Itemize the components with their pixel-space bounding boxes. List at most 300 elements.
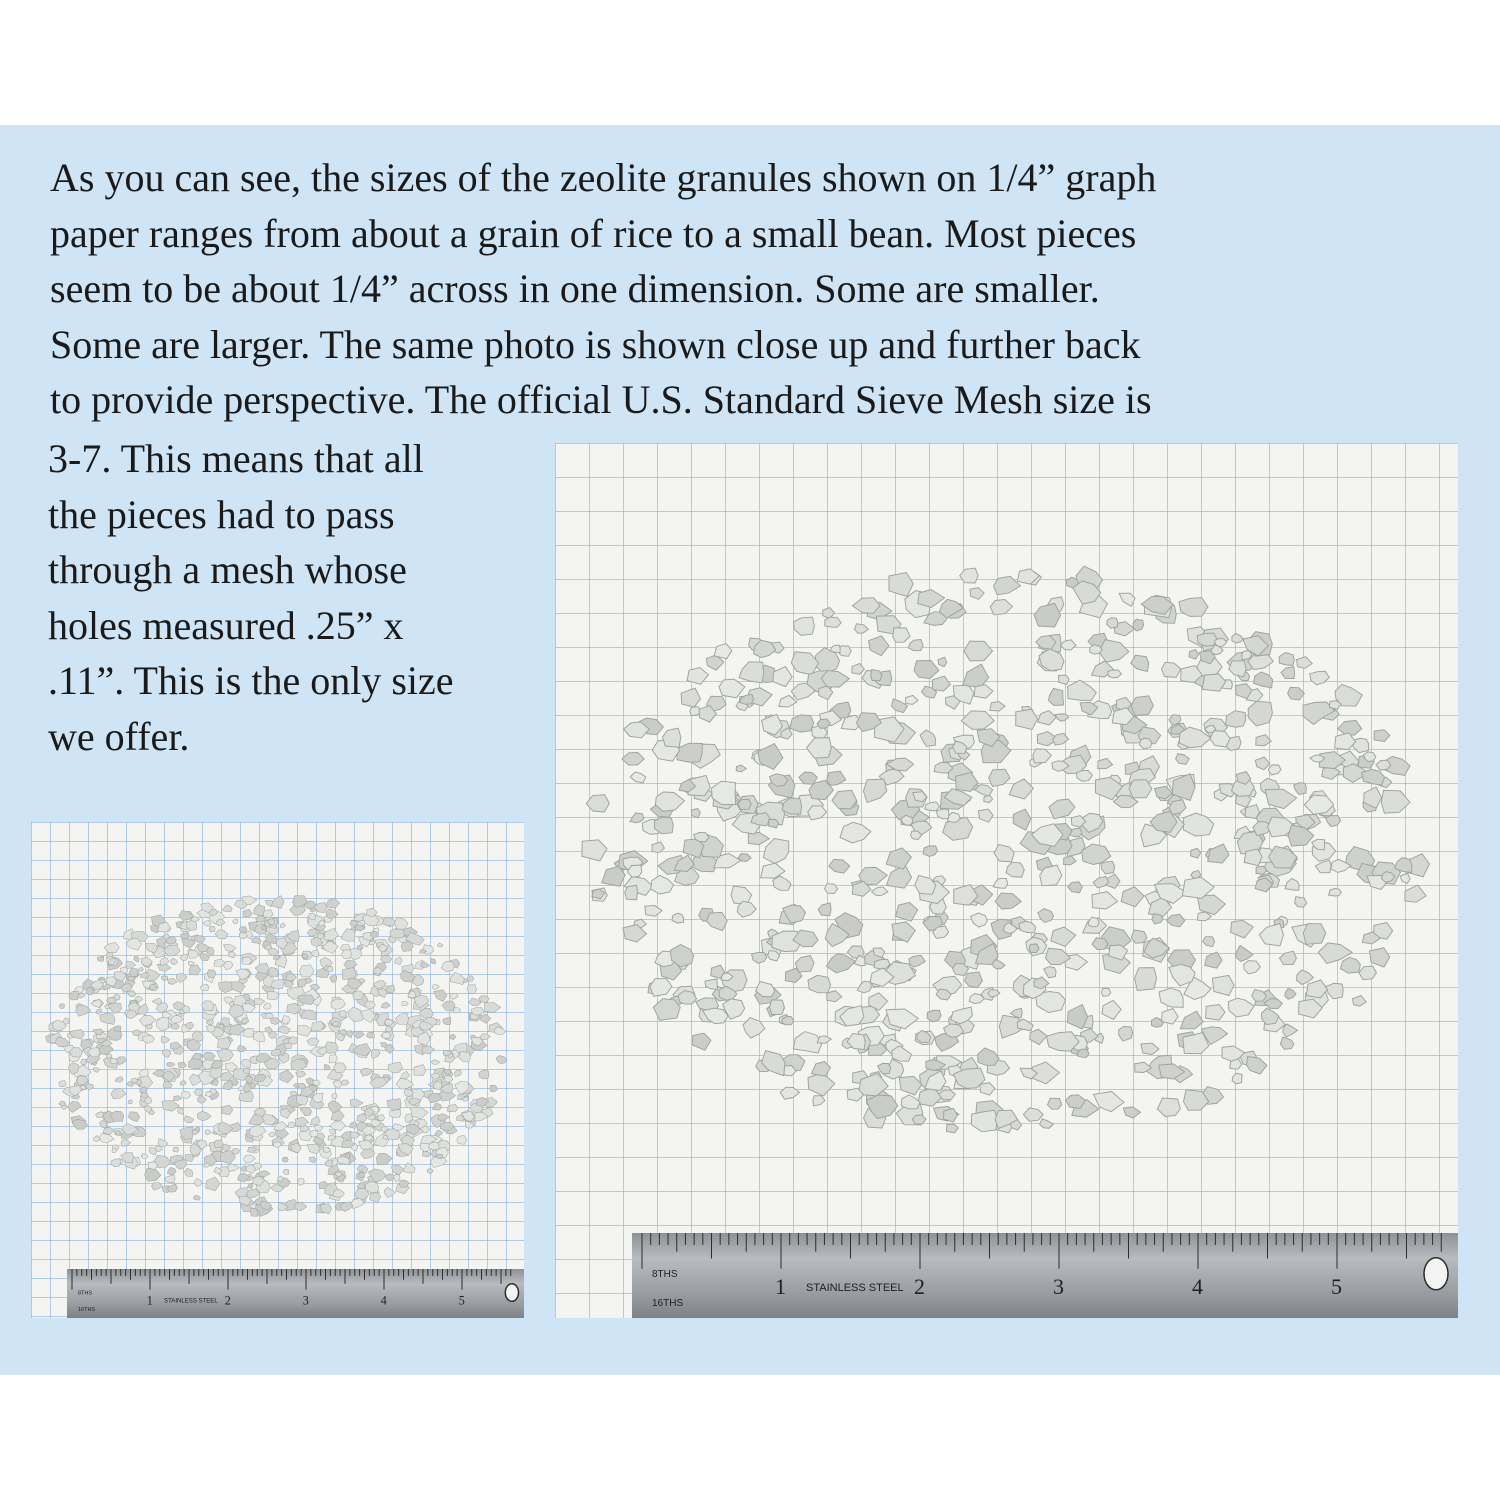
granule	[288, 1122, 296, 1128]
granule	[400, 970, 415, 982]
granule	[218, 1122, 233, 1134]
granule	[454, 1070, 461, 1077]
granule	[1295, 897, 1307, 907]
granule	[1370, 948, 1390, 967]
granule	[361, 1149, 375, 1159]
granule	[222, 1105, 233, 1115]
granule	[1362, 769, 1385, 785]
granule	[329, 1129, 336, 1134]
granule	[222, 905, 232, 912]
granule	[1255, 757, 1270, 770]
granule	[918, 590, 945, 608]
granule	[163, 1081, 172, 1089]
granule	[431, 1060, 440, 1064]
granule	[799, 772, 817, 784]
granule	[1016, 709, 1038, 729]
granule	[229, 952, 236, 958]
granule	[1140, 738, 1152, 749]
granule	[1280, 951, 1297, 965]
granule	[295, 1117, 308, 1126]
granule	[300, 965, 315, 977]
ruler-markings	[67, 1269, 524, 1318]
granule	[341, 929, 355, 941]
granule	[145, 1168, 161, 1181]
granule	[630, 813, 644, 823]
granule	[103, 1127, 115, 1135]
granule	[912, 1115, 926, 1124]
granule	[243, 1155, 255, 1163]
granule	[821, 671, 849, 688]
granule	[388, 1062, 403, 1073]
granule	[650, 979, 672, 997]
granule	[324, 1064, 330, 1070]
granule	[254, 905, 266, 916]
granule	[162, 976, 168, 981]
granule	[267, 992, 279, 1001]
granule	[386, 1174, 395, 1181]
granule	[992, 960, 1005, 969]
granule	[811, 1062, 830, 1077]
granule	[914, 661, 939, 679]
granule	[205, 1130, 211, 1135]
granule	[1205, 952, 1222, 968]
granule	[396, 1078, 414, 1089]
granule	[1108, 670, 1122, 678]
granule	[264, 910, 274, 918]
granule	[808, 1073, 835, 1096]
granule	[1236, 946, 1253, 962]
granule	[827, 771, 846, 785]
granule	[1092, 892, 1118, 909]
wide-photo	[31, 822, 524, 1318]
granule	[344, 960, 357, 968]
granule	[1359, 966, 1377, 980]
granule	[1265, 789, 1297, 808]
granule	[99, 1120, 106, 1127]
granule	[325, 1160, 333, 1167]
granule	[231, 1123, 242, 1132]
granule	[221, 1072, 234, 1081]
granule	[126, 961, 136, 968]
granule	[249, 1126, 266, 1138]
granule	[652, 842, 664, 852]
granule	[272, 896, 285, 909]
granule	[143, 1036, 155, 1044]
granule	[586, 795, 609, 812]
granule	[96, 1009, 101, 1014]
granule	[672, 913, 684, 923]
granule	[494, 1027, 505, 1035]
granule	[818, 903, 831, 916]
granule	[1092, 938, 1108, 950]
granule	[630, 772, 646, 783]
granule	[1101, 862, 1115, 874]
granule	[432, 1103, 441, 1110]
granule	[371, 1049, 380, 1058]
granule	[770, 1000, 785, 1015]
ruler-hole	[1424, 1258, 1448, 1290]
granule	[681, 688, 700, 707]
granule	[414, 1065, 426, 1076]
granule	[203, 1052, 216, 1061]
granule	[361, 1106, 367, 1110]
granule	[434, 990, 447, 1002]
granule	[909, 955, 926, 967]
ruler-scale-bottom: 16THS	[652, 1298, 684, 1310]
granule	[194, 1089, 203, 1095]
granule	[421, 961, 430, 967]
granule	[1068, 680, 1097, 700]
granule	[1013, 809, 1031, 830]
granule	[908, 640, 923, 651]
granule	[705, 979, 718, 989]
granule	[346, 1030, 353, 1037]
granule	[1225, 711, 1245, 728]
granule	[813, 1096, 825, 1106]
granule	[901, 1095, 920, 1109]
granule	[268, 967, 278, 976]
granule	[100, 1013, 116, 1024]
ruler-number: 5	[458, 1293, 465, 1308]
granule	[1131, 930, 1147, 943]
granule	[360, 1068, 373, 1076]
granule	[86, 1084, 94, 1090]
granule	[430, 959, 435, 964]
granule	[1049, 799, 1075, 819]
granule	[1285, 988, 1296, 999]
granule	[86, 988, 94, 995]
granule	[171, 958, 178, 965]
granule	[1064, 856, 1076, 865]
granule	[923, 846, 937, 857]
granule	[965, 972, 983, 988]
granule	[215, 930, 228, 939]
granule	[1268, 765, 1281, 775]
granule-pile	[555, 443, 1458, 1318]
granule	[401, 1071, 410, 1078]
granule	[366, 1032, 374, 1038]
granule	[826, 954, 855, 973]
granule	[390, 1110, 401, 1118]
side-line: holes measured .25” x	[48, 602, 404, 648]
granule	[994, 845, 1014, 862]
granule	[269, 1133, 275, 1137]
granule	[1060, 640, 1076, 650]
granule	[217, 1050, 234, 1062]
granule	[1254, 672, 1273, 688]
ruler-number: 4	[1192, 1274, 1203, 1300]
granule	[313, 1080, 321, 1086]
granule	[980, 1083, 995, 1096]
granule	[974, 685, 993, 699]
granule	[915, 875, 936, 894]
granule	[98, 1133, 114, 1142]
granule	[111, 1088, 126, 1099]
granule	[241, 1166, 247, 1171]
granule	[1030, 1029, 1047, 1044]
granule	[207, 970, 216, 978]
granule	[1374, 730, 1390, 742]
granule	[937, 809, 950, 819]
granule	[1093, 876, 1109, 887]
granule	[1338, 720, 1362, 735]
granule	[1341, 957, 1361, 973]
granule	[252, 937, 261, 944]
granule	[162, 1049, 171, 1057]
granule	[1102, 1000, 1121, 1019]
granule	[740, 694, 754, 704]
granule	[706, 912, 727, 930]
granule	[1179, 598, 1208, 617]
granule	[200, 984, 209, 991]
granule	[115, 1077, 123, 1082]
granule	[878, 1063, 891, 1073]
granule	[1262, 1008, 1279, 1024]
granule	[1131, 655, 1149, 671]
granule	[449, 1104, 458, 1112]
granule	[310, 1117, 320, 1125]
granule	[59, 1004, 64, 1009]
granule	[677, 743, 702, 762]
granule	[1229, 661, 1246, 677]
granule	[459, 1051, 471, 1062]
granule	[402, 1002, 409, 1006]
granule	[582, 840, 607, 861]
granule	[934, 762, 953, 773]
granule	[271, 1050, 281, 1057]
granule	[1231, 920, 1254, 938]
granule	[55, 1037, 70, 1047]
granule	[1029, 944, 1039, 953]
granule	[97, 956, 104, 961]
granule	[645, 906, 662, 917]
granule	[827, 991, 842, 1002]
intro-line: Some are larger. The same photo is shown close up and further back	[50, 321, 1141, 367]
granule	[206, 1177, 220, 1191]
granule	[81, 1059, 88, 1065]
granule	[209, 926, 215, 932]
granule	[1281, 667, 1295, 679]
granule	[255, 963, 269, 974]
granule	[872, 887, 888, 896]
granule	[167, 1167, 176, 1174]
granule	[1048, 1098, 1062, 1109]
granule	[160, 957, 169, 965]
granule	[480, 1034, 491, 1040]
granule	[206, 1025, 215, 1032]
granule	[360, 1009, 375, 1023]
granule	[440, 1122, 454, 1130]
granule	[1099, 640, 1129, 663]
granule	[1212, 975, 1234, 995]
granule	[1040, 1119, 1054, 1129]
granule	[253, 1031, 264, 1041]
granule	[971, 913, 988, 927]
granule	[1325, 816, 1340, 827]
granule	[239, 1092, 254, 1102]
granule	[1006, 862, 1024, 877]
granule	[1203, 937, 1215, 947]
granule	[1180, 1011, 1203, 1029]
granule	[1038, 711, 1057, 726]
granule	[128, 1100, 133, 1104]
granule	[871, 670, 882, 681]
granule	[1051, 927, 1076, 946]
granule	[1210, 731, 1230, 747]
granule	[1078, 1049, 1089, 1057]
granule	[69, 991, 79, 1000]
granule	[691, 809, 700, 818]
granule	[127, 991, 136, 997]
ruler-number: 1	[775, 1274, 786, 1300]
granule	[780, 1087, 799, 1099]
granule	[296, 1072, 306, 1078]
granule	[990, 600, 1012, 615]
granule	[151, 1183, 162, 1190]
granule	[807, 738, 832, 759]
granule	[971, 1110, 997, 1132]
granule	[350, 1100, 363, 1107]
granule	[298, 1178, 305, 1185]
granule	[761, 863, 785, 878]
granule	[994, 576, 1021, 594]
granule	[1053, 733, 1069, 745]
granule	[307, 1038, 319, 1046]
granule	[243, 909, 252, 917]
granule	[177, 1108, 184, 1115]
granule	[194, 936, 205, 943]
granule	[1381, 790, 1410, 813]
granule	[264, 1003, 272, 1010]
ruler	[632, 1233, 1458, 1318]
granule	[1019, 921, 1036, 933]
granule	[944, 1108, 958, 1122]
granule	[178, 1062, 187, 1068]
granule	[108, 1003, 122, 1014]
granule	[1157, 1098, 1180, 1117]
granule	[167, 978, 177, 984]
granule	[394, 917, 408, 929]
granule	[869, 636, 889, 656]
granule	[450, 972, 464, 984]
side-line: we offer.	[48, 713, 190, 759]
intro-line: As you can see, the sizes of the zeolite granules shown on 1/4” graph	[50, 155, 1157, 200]
granule	[59, 1101, 66, 1106]
granule	[743, 1018, 765, 1039]
granule	[1189, 650, 1198, 660]
granule	[736, 765, 746, 772]
side-line: .11”. This is the only size	[48, 658, 454, 703]
granule	[471, 1008, 484, 1016]
granule	[1183, 813, 1214, 836]
granule	[423, 1152, 432, 1157]
granule	[393, 1174, 400, 1181]
granule	[1202, 674, 1226, 691]
granule	[830, 645, 840, 652]
granule	[286, 974, 296, 981]
granule	[1279, 653, 1294, 666]
granule	[383, 917, 396, 926]
granule	[1197, 633, 1217, 646]
granule	[739, 662, 764, 683]
granule	[1191, 848, 1201, 858]
granule	[202, 1001, 214, 1011]
granule	[171, 1024, 179, 1029]
granule	[1068, 882, 1083, 893]
ruler-number: 4	[380, 1293, 387, 1308]
granule	[1285, 878, 1299, 890]
granule	[333, 1080, 342, 1088]
granule	[927, 1010, 941, 1022]
granule	[203, 920, 211, 926]
granule	[184, 1116, 194, 1123]
granule	[391, 1165, 404, 1175]
side-line: through a mesh whose	[48, 547, 407, 592]
granule	[479, 1070, 489, 1079]
granule	[139, 967, 144, 971]
granule	[280, 1070, 294, 1083]
granule	[332, 1093, 338, 1098]
granule	[370, 1192, 381, 1202]
granule	[1176, 754, 1190, 765]
granule	[808, 806, 827, 820]
granule	[283, 1016, 291, 1024]
granule	[1055, 714, 1069, 721]
ruler-scale-bottom: 16THS	[78, 1307, 96, 1314]
granule	[970, 588, 984, 600]
granule	[247, 1183, 253, 1188]
ruler-scale-top: 8THS	[652, 1269, 678, 1281]
granule	[1048, 688, 1063, 705]
granule	[194, 1195, 201, 1200]
granule	[899, 1076, 922, 1095]
granule	[94, 1136, 101, 1142]
granule	[1256, 735, 1271, 746]
granule	[173, 1096, 181, 1101]
granule	[326, 909, 338, 919]
granule	[1353, 996, 1367, 1007]
granule	[1244, 961, 1261, 974]
granule	[782, 1016, 794, 1024]
granule	[153, 1070, 165, 1077]
granule	[1101, 988, 1110, 996]
granule	[886, 848, 911, 869]
ruler-number: 3	[1053, 1274, 1064, 1300]
granule	[852, 598, 880, 614]
granule	[790, 715, 814, 732]
granule	[467, 976, 474, 982]
granule	[111, 1159, 120, 1167]
granule	[59, 1080, 67, 1087]
granule	[978, 1048, 1000, 1065]
ruler-number: 2	[224, 1293, 231, 1308]
granule	[817, 1036, 831, 1044]
granule	[773, 667, 792, 687]
granule	[280, 923, 285, 927]
side-line: the pieces had to pass	[48, 491, 395, 537]
granule	[896, 902, 918, 921]
granule	[769, 819, 779, 828]
granule	[763, 839, 788, 864]
granule	[295, 1202, 307, 1211]
granule	[237, 1046, 246, 1052]
granule	[1159, 988, 1183, 1007]
granule	[1088, 917, 1099, 927]
granule	[1119, 593, 1135, 606]
granule	[832, 790, 857, 809]
granule	[990, 702, 1005, 711]
granule	[457, 1135, 467, 1144]
